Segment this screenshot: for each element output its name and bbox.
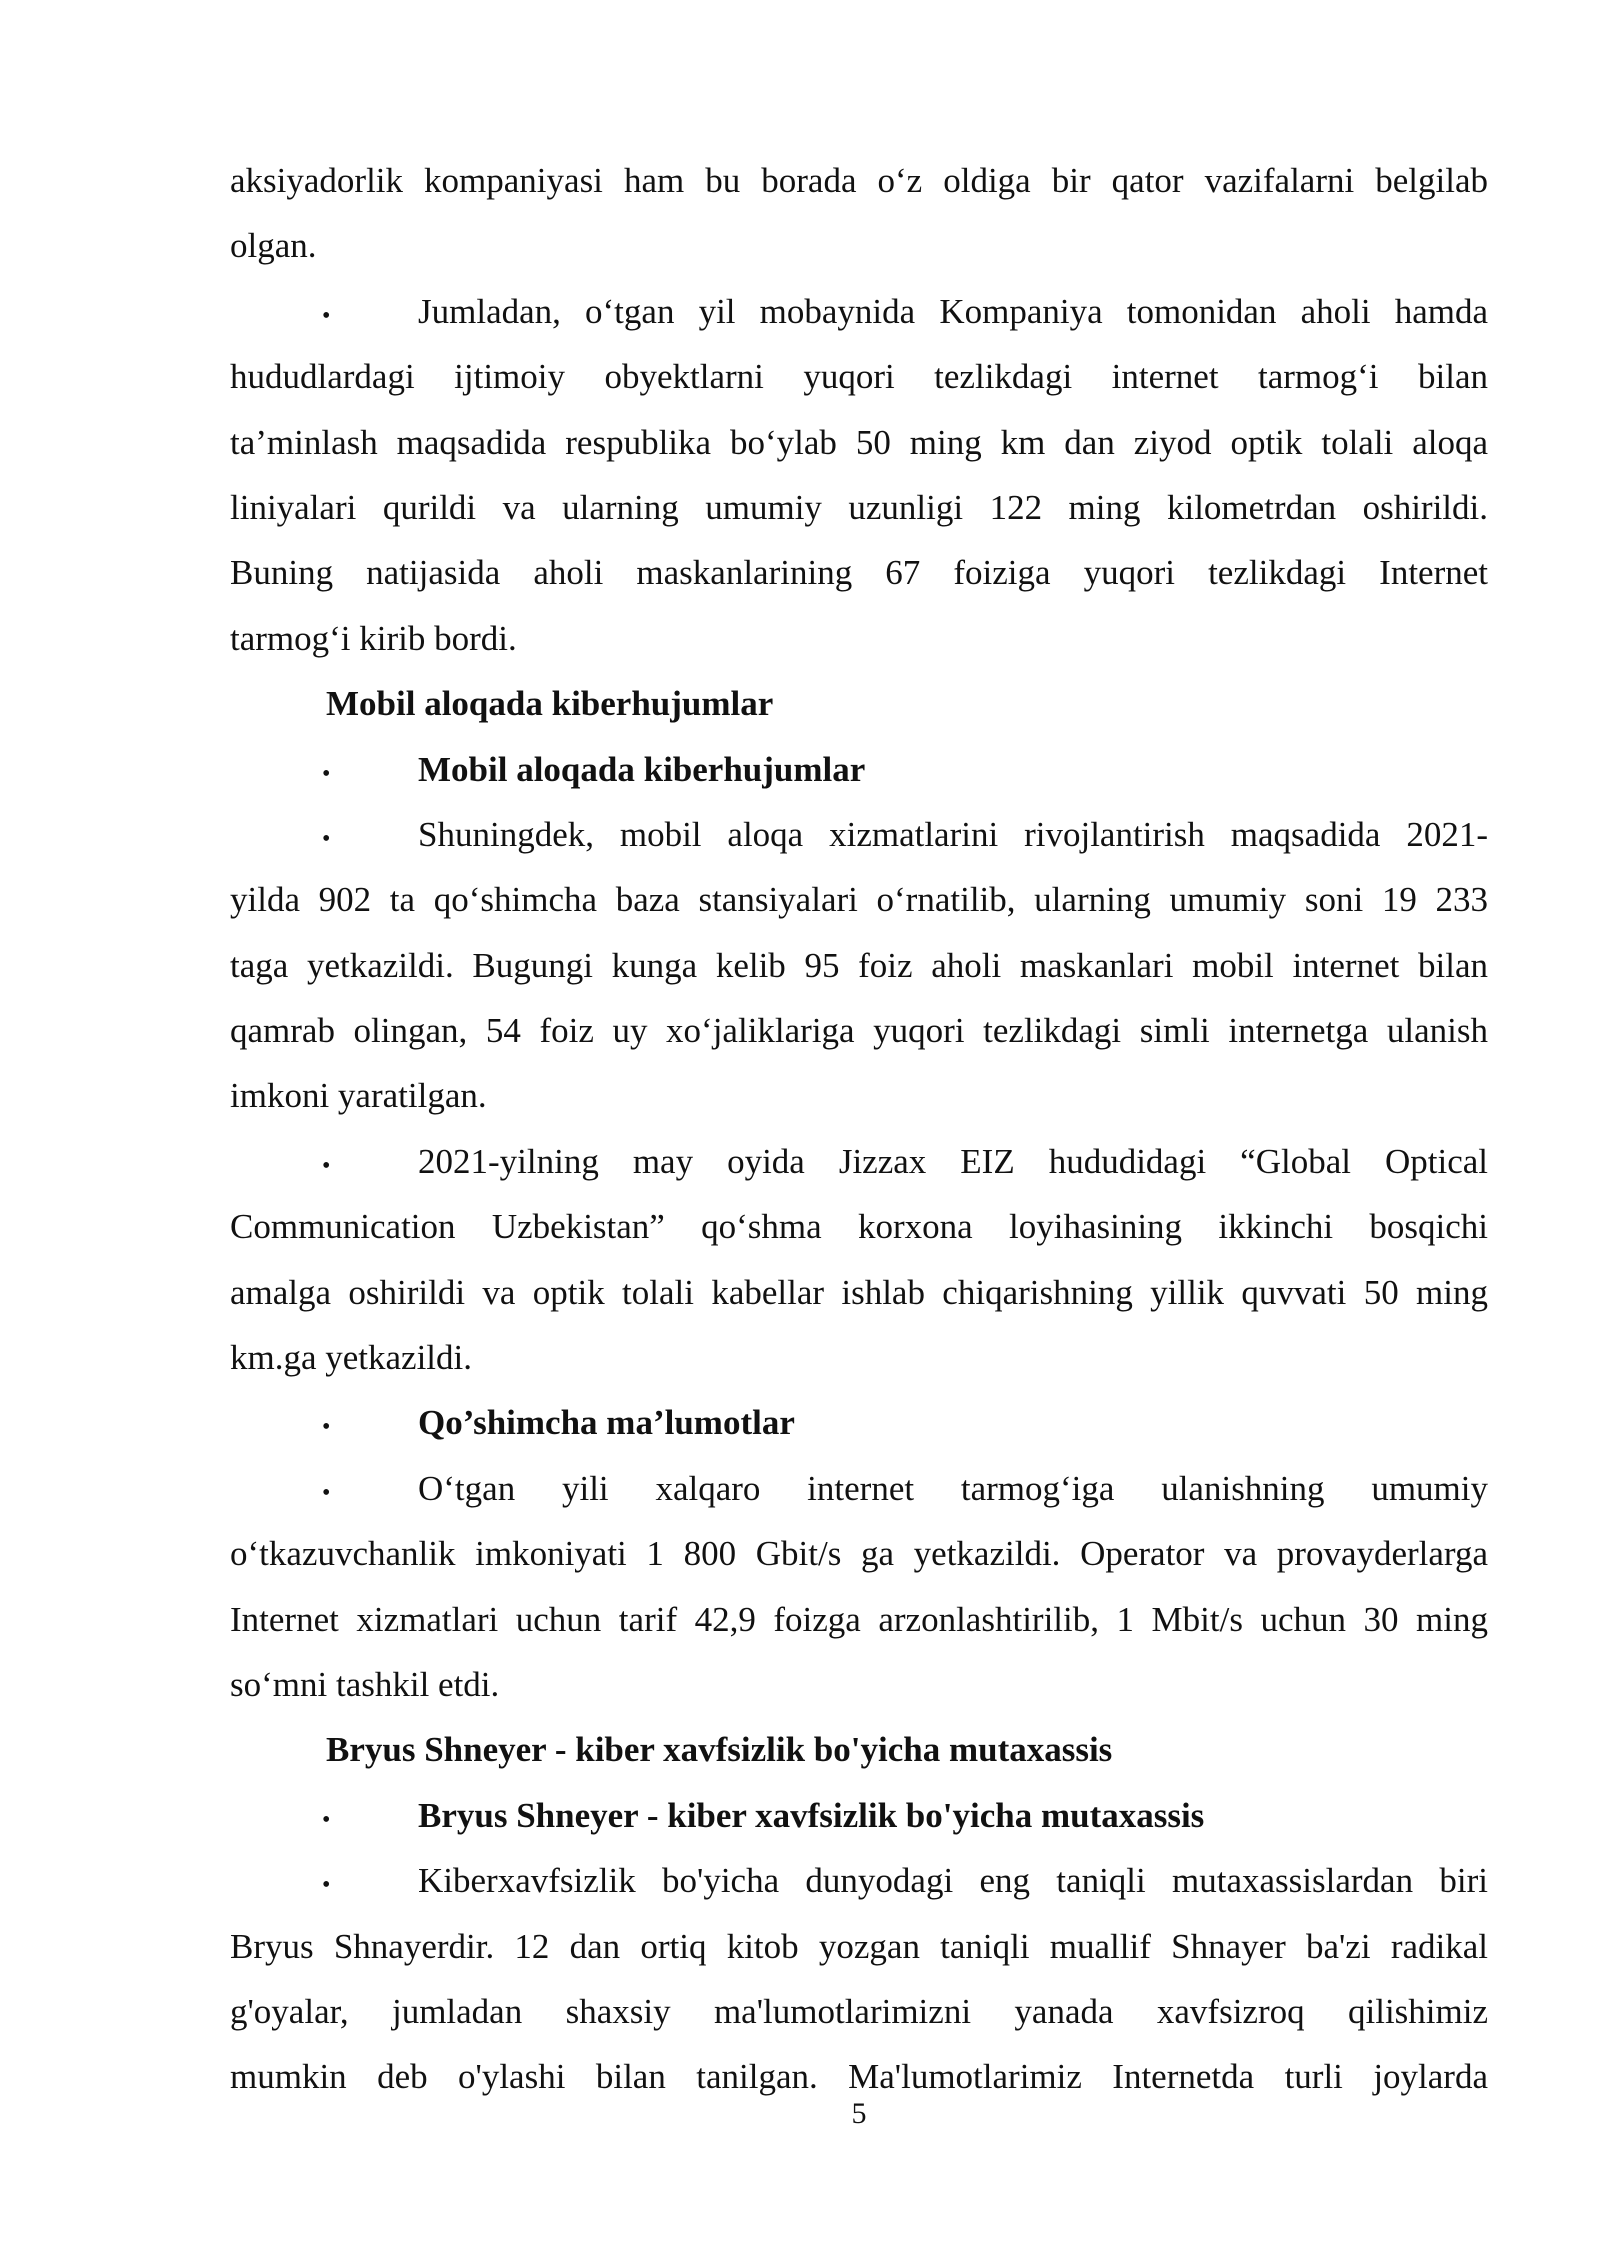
paragraph-line: liniyalari qurildi va ularning umumiy uzunligi 122 ming kilometrdan oshirildi.: [230, 487, 1488, 527]
bullet-marker: •: [322, 1806, 331, 1833]
section-heading: Mobil aloqada kiberhujumlar: [326, 684, 774, 724]
paragraph-line: Shuningdek, mobil aloqa xizmatlarini rivojlantirish maqsadida 2021-: [418, 814, 1488, 854]
paragraph-line: aksiyadorlik kompaniyasi ham bu borada o‘z oldiga bir qator vazifalarni belgilab: [230, 161, 1488, 200]
paragraph-line: 2021-yilning may oyida Jizzax EIZ hududidagi “Global Optical: [418, 1141, 1488, 1181]
bullet-paragraph-first-line: [230, 1129, 1488, 1194]
bullet-marker: •: [322, 825, 331, 852]
paragraph-line: so‘mni tashkil etdi.: [230, 1664, 500, 1704]
bullet-paragraph-first-line: [230, 802, 1488, 867]
bullet-paragraph-first-line: [230, 1848, 1488, 1913]
paragraph-line: Bryus Shnayerdir. 12 dan ortiq kitob yozgan taniqli muallif Shnayer ba'zi radikal: [230, 1926, 1488, 1966]
paragraph-line: Communication Uzbekistan” qo‘shma korxona loyihasining ikkinchi bosqichi: [230, 1207, 1488, 1247]
document-page: [230, 148, 1488, 2110]
paragraph-line: o‘tkazuvchanlik imkoniyati 1 800 Gbit/s ga yetkazildi. Operator va provayderlarga: [230, 1534, 1488, 1574]
paragraph-line: Buning natijasida aholi maskanlarining 67 foiziga yuqori tezlikdagi Internet: [230, 553, 1488, 593]
bullet-paragraph-first-line: [230, 1456, 1488, 1521]
paragraph-line: olgan.: [230, 226, 317, 266]
bullet-heading: [230, 1783, 1488, 1848]
bullet-marker: •: [322, 1479, 331, 1506]
paragraph-line: Jumladan, o‘tgan yil mobaynida Kompaniya tomonidan aholi hamda: [418, 291, 1488, 331]
bullet-marker: •: [322, 302, 331, 329]
paragraph-line: km.ga yetkazildi.: [230, 1338, 473, 1378]
bullet-marker: •: [322, 1414, 331, 1441]
paragraph-line: Internet xizmatlari uchun tarif 42,9 foizga arzonlashtirilib, 1 Mbit/s uchun 30 ming: [230, 1599, 1488, 1639]
paragraph-line: taga yetkazildi. Bugungi kunga kelib 95 foiz aholi maskanlari mobil internet bilan: [230, 945, 1488, 985]
paragraph-line: tarmog‘i kirib bordi.: [230, 618, 517, 658]
bullet-marker: •: [322, 760, 331, 787]
page-number: 5: [851, 2097, 867, 2130]
paragraph-line: Kiberxavfsizlik bo'yicha dunyodagi eng taniqli mutaxassislardan biri: [418, 1861, 1488, 1901]
paragraph-line: hududlardagi ijtimoiy obyektlarni yuqori tezlikdagi internet tarmog‘i bilan: [230, 357, 1488, 397]
bullet-heading-text: Qo’shimcha ma’lumotlar: [418, 1403, 795, 1443]
paragraph-line: g'oyalar, jumladan shaxsiy ma'lumotlarimizni yanada xavfsizroq qilishimiz: [230, 1991, 1488, 2031]
paragraph-line: qamrab olingan, 54 foiz uy xo‘jaliklariga yuqori tezlikdagi simli internetga ulanish: [230, 1011, 1488, 1051]
paragraph-line: imkoni yaratilgan.: [230, 1076, 487, 1116]
bullet-paragraph-first-line: [230, 279, 1488, 344]
bullet-heading-text: Mobil aloqada kiberhujumlar: [418, 749, 866, 789]
paragraph-line: amalga oshirildi va optik tolali kabellar ishlab chiqarishning yillik quvvati 50 ming: [230, 1272, 1488, 1312]
paragraph-line: yilda 902 ta qo‘shimcha baza stansiyalari o‘rnatilib, ularning umumiy soni 19 233: [230, 880, 1488, 920]
bullet-marker: •: [322, 1872, 331, 1899]
paragraph-line: O‘tgan yili xalqaro internet tarmog‘iga ulanishning umumiy: [418, 1468, 1488, 1508]
bullet-marker: •: [322, 1152, 331, 1179]
paragraph-line: ta’minlash maqsadida respublika bo‘ylab 50 ming km dan ziyod optik tolali aloqa: [230, 422, 1488, 462]
bullet-heading-text: Bryus Shneyer - kiber xavfsizlik bo'yicha mutaxassis: [418, 1795, 1205, 1835]
section-heading: Bryus Shneyer - kiber xavfsizlik bo'yicha mutaxassis: [326, 1730, 1113, 1770]
bullet-heading: [230, 1390, 1488, 1455]
bullet-heading: [230, 737, 1488, 802]
paragraph-line: mumkin deb o'ylashi bilan tanilgan. Ma'lumotlarimiz Internetda turli joylarda: [230, 2057, 1488, 2097]
